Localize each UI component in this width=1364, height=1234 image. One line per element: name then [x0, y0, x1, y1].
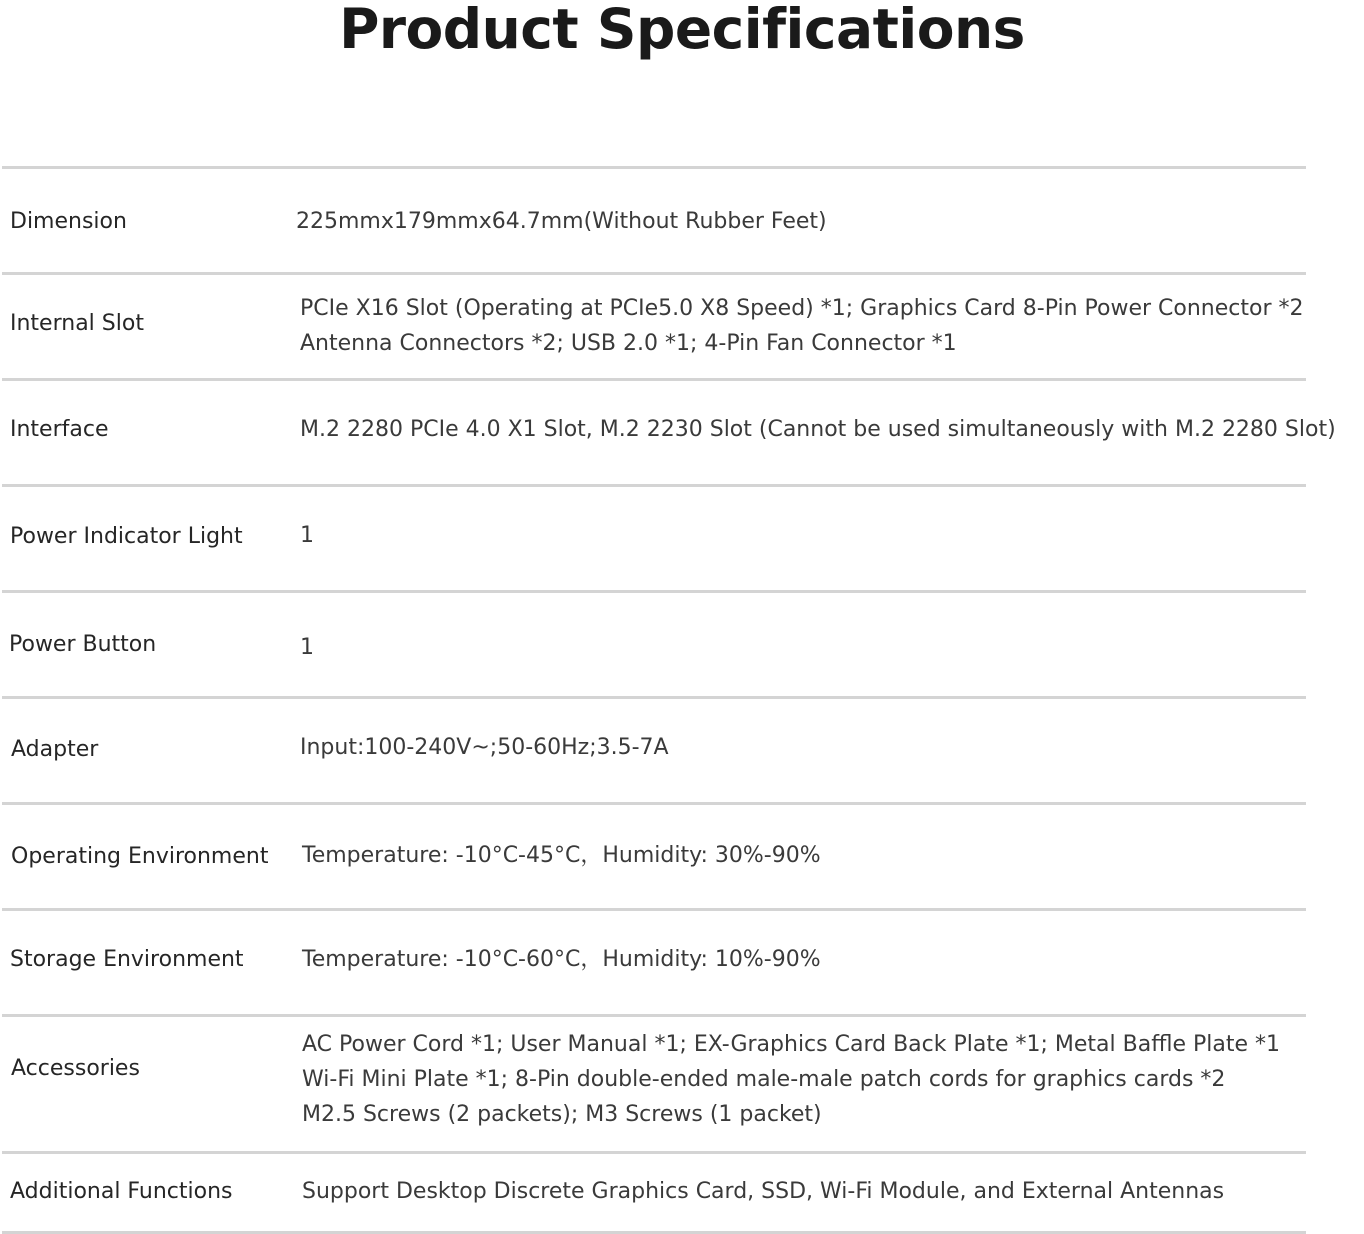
- spec-value-line: Wi-Fi Mini Plate *1; 8-Pin double-ended male-male patch cords for graphics cards *2: [302, 1067, 1226, 1092]
- spec-value: [302, 838, 821, 873]
- spec-label: Adapter: [11, 737, 99, 762]
- spec-value: [296, 204, 827, 239]
- spec-value-line: 1: [300, 523, 314, 548]
- spec-row-additional-functions: [2, 1154, 1364, 1231]
- spec-label: Power Button: [9, 632, 157, 657]
- spec-value-line: AC Power Cord *1; User Manual *1; EX-Graphics Card Back Plate *1; Metal Baffle Plate *1: [302, 1032, 1281, 1057]
- spec-value: [300, 518, 314, 553]
- spec-value-line: 1: [300, 635, 314, 660]
- spec-row-internal-slot: [2, 275, 1364, 378]
- spec-value-line: M2.5 Screws (2 packets); M3 Screws (1 packet): [302, 1102, 822, 1127]
- spec-value: [302, 1174, 1224, 1209]
- spec-value-line: M.2 2280 PCIe 4.0 X1 Slot, M.2 2230 Slot (Cannot be used simultaneously with M.2 2280 Slot): [300, 417, 1336, 442]
- spec-label: Additional Functions: [10, 1179, 233, 1204]
- spec-value: [302, 942, 821, 977]
- spec-value-line: PCIe X16 Slot (Operating at PCIe5.0 X8 Speed) *1; Graphics Card 8-Pin Power Connector *2: [300, 296, 1304, 321]
- spec-row-power-indicator-light: [2, 487, 1364, 590]
- spec-label: Operating Environment: [11, 844, 269, 869]
- spec-label: Dimension: [10, 209, 127, 234]
- page-title: Product Specifications: [339, 0, 1025, 61]
- spec-table: [2, 166, 1336, 1234]
- spec-value-line: Temperature: -10°C-60°C，Humidity: 10%-90%: [302, 947, 821, 972]
- spec-row-storage-environment: [2, 911, 1364, 1014]
- spec-value: [300, 730, 669, 765]
- spec-label: Interface: [10, 417, 109, 442]
- spec-value-line: Input:100-240V~;50-60Hz;3.5-7A: [300, 735, 669, 760]
- spec-value: [302, 1027, 1280, 1132]
- spec-row-interface: [2, 381, 1364, 484]
- spec-value-line: Antenna Connectors *2; USB 2.0 *1; 4-Pin Fan Connector *1: [300, 331, 957, 356]
- spec-label: Internal Slot: [10, 311, 144, 336]
- spec-label: Power Indicator Light: [10, 524, 243, 549]
- spec-value: [300, 291, 1304, 361]
- spec-row-adapter: [2, 699, 1364, 802]
- spec-value-line: Support Desktop Discrete Graphics Card, SSD, Wi-Fi Module, and External Antennas: [302, 1179, 1225, 1204]
- spec-row-accessories: [2, 1017, 1364, 1151]
- spec-value-line: 225mmx179mmx64.7mm(Without Rubber Feet): [296, 209, 827, 234]
- spec-row-operating-environment: [2, 805, 1364, 908]
- spec-row-power-button: [2, 593, 1364, 696]
- spec-label: Accessories: [11, 1056, 140, 1081]
- spec-label: Storage Environment: [10, 947, 244, 972]
- spec-row-dimension: [2, 169, 1364, 272]
- spec-value: [300, 630, 314, 665]
- spec-value-line: Temperature: -10°C-45°C，Humidity: 30%-90%: [302, 843, 821, 868]
- spec-value: [300, 412, 1336, 447]
